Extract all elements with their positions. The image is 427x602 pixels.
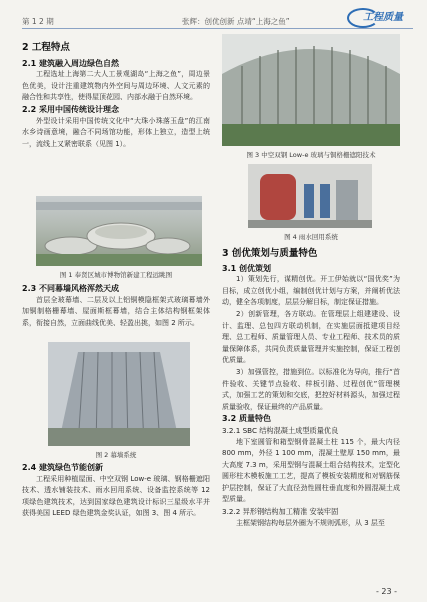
paragraph: 主框架钢结构每层外圈为不规则弧形，从 3 层至 bbox=[236, 518, 385, 527]
page-number: - 23 - bbox=[375, 587, 397, 596]
running-header bbox=[22, 6, 413, 29]
subsection-heading: 2.3 不同幕墙风格浑然天成 bbox=[22, 284, 119, 293]
curtain-wall-illustration bbox=[48, 342, 190, 446]
paragraph: 3）加强管控，措施到位。以标准化为导向，推行“首件验收、关键节点验收、样板引路、过程创优”管理模式，加强工艺的策划和交底，把控好材料源头，加强过程质量验收，保证最终的产品质量。 bbox=[222, 367, 400, 411]
paragraph: 外型设计采用中国传统文化中“大珠小珠落玉盘”的江南水乡诗画意境，融合不同场馆功能，形体上独立，造型上统一，流线上又紧密联系（见图 1）。 bbox=[22, 116, 210, 148]
figure-4-rainwater-system bbox=[248, 164, 372, 228]
paragraph: 首层全玻幕墙、二层及以上铝铜模隐框架式玻璃幕墙外加铜制格栅幕墙、屋面斯框幕墙，结合主体结构钢框架体系，衔接自然，立面曲线优美、轻盈出挑，如图 2 所示。 bbox=[22, 295, 210, 327]
paragraph: 工程选址上海第二大人工景观湖岛“上海之鱼”，周边景色优美，设计注重建筑物内外空间与周边环境、人文元素的融合性和共享性，使得屋顶花园、内部水融于自然环境。 bbox=[22, 70, 210, 102]
paragraph: 工程采用种植屋面、中空双钢 Low-e 玻璃、钢格栅遮阳技术、透水铺装技术、雨水回用系统、设备监控系统等 12 项绿色建筑技术，达到国家绿色建筑设计标识三星级水平并获得美国 LEED 绿色建筑金奖认证，如图 3、图 4 所示。 bbox=[22, 474, 210, 518]
right-column bbox=[222, 246, 400, 529]
left-column-2 bbox=[22, 283, 210, 329]
section-heading: 3 创优策划与质量特色 bbox=[222, 248, 318, 259]
issue-label: 第 1 2 期 bbox=[22, 17, 54, 26]
subsection-heading: 2.4 建筑绿色节能创新 bbox=[22, 463, 103, 472]
subsubsection-heading: 3.2.2 异形钢结构加工精准 安装牢固 bbox=[222, 507, 339, 517]
museum-aerial-illustration bbox=[36, 196, 202, 266]
figure-1-caption: 图 1 奉贤区城市博物馆新建工程远眺图 bbox=[59, 271, 173, 279]
journal-logo: 工程质量 bbox=[347, 6, 411, 26]
figure-1-museum-aerial bbox=[36, 196, 202, 266]
figure-4-caption: 图 4 雨水回用系统 bbox=[284, 233, 338, 241]
article-title: 张辉：创优创新 点靖“上海之鱼” bbox=[182, 17, 290, 26]
figure-3-caption: 图 3 中空双钢 Low-e 玻璃与铜格栅遮阳技术 bbox=[246, 151, 376, 159]
figure-3-glass-louvers bbox=[222, 34, 400, 146]
paragraph: 2）创新管理，各方联动。在管理层上组建建设、设计、监理、总包四方联动机制，在实施层面抵建项目经理、总工程师、质量管理人员、专业工程师、技术员的质量保障体系，共同负责质量管理并实施控制，保证工程创优质量。 bbox=[222, 309, 400, 365]
left-column bbox=[22, 34, 210, 150]
subsection-heading: 3.1 创优策划 bbox=[222, 263, 271, 273]
subsection-heading: 3.2 质量特色 bbox=[222, 414, 271, 424]
section-heading: 2 工程特点 bbox=[22, 42, 70, 53]
subsection-heading: 2.2 采用中国传统设计理念 bbox=[22, 104, 119, 114]
subsection-heading: 2.1 建筑融入周边绿色自然 bbox=[22, 58, 119, 68]
figure-2-curtain-wall bbox=[48, 342, 190, 446]
figure-2-caption: 图 2 幕墙系统 bbox=[95, 451, 137, 459]
subsubsection-heading: 3.2.1 SBC 结构混凝土成型质量优良 bbox=[222, 425, 339, 435]
left-column-3 bbox=[22, 462, 210, 520]
rainwater-system-illustration bbox=[248, 164, 372, 228]
paragraph: 地下室圆管和箱型钢骨混凝土柱 115 个，最大内径 800 mm，外径 1 100 mm，混凝土壁厚 150 mm，最大高度 7.3 m，采用型钢与混凝土组合结构技术，定型化圆形柱木模板施工工艺，提高了模板安装精度和对钢筋保护层控制，保证了大直径劲性圆柱垂直度和外圆混凝土成型质量。 bbox=[222, 437, 400, 504]
glass-louver-illustration bbox=[222, 34, 400, 146]
paragraph: 1）策划先行，谋精创优。开工伊始就以“国优奖”为目标，成立创优小组，编制创优计划与方案，并阐析优法动，健全各项制度，层层分解目标，制定保证措施。 bbox=[222, 275, 400, 307]
